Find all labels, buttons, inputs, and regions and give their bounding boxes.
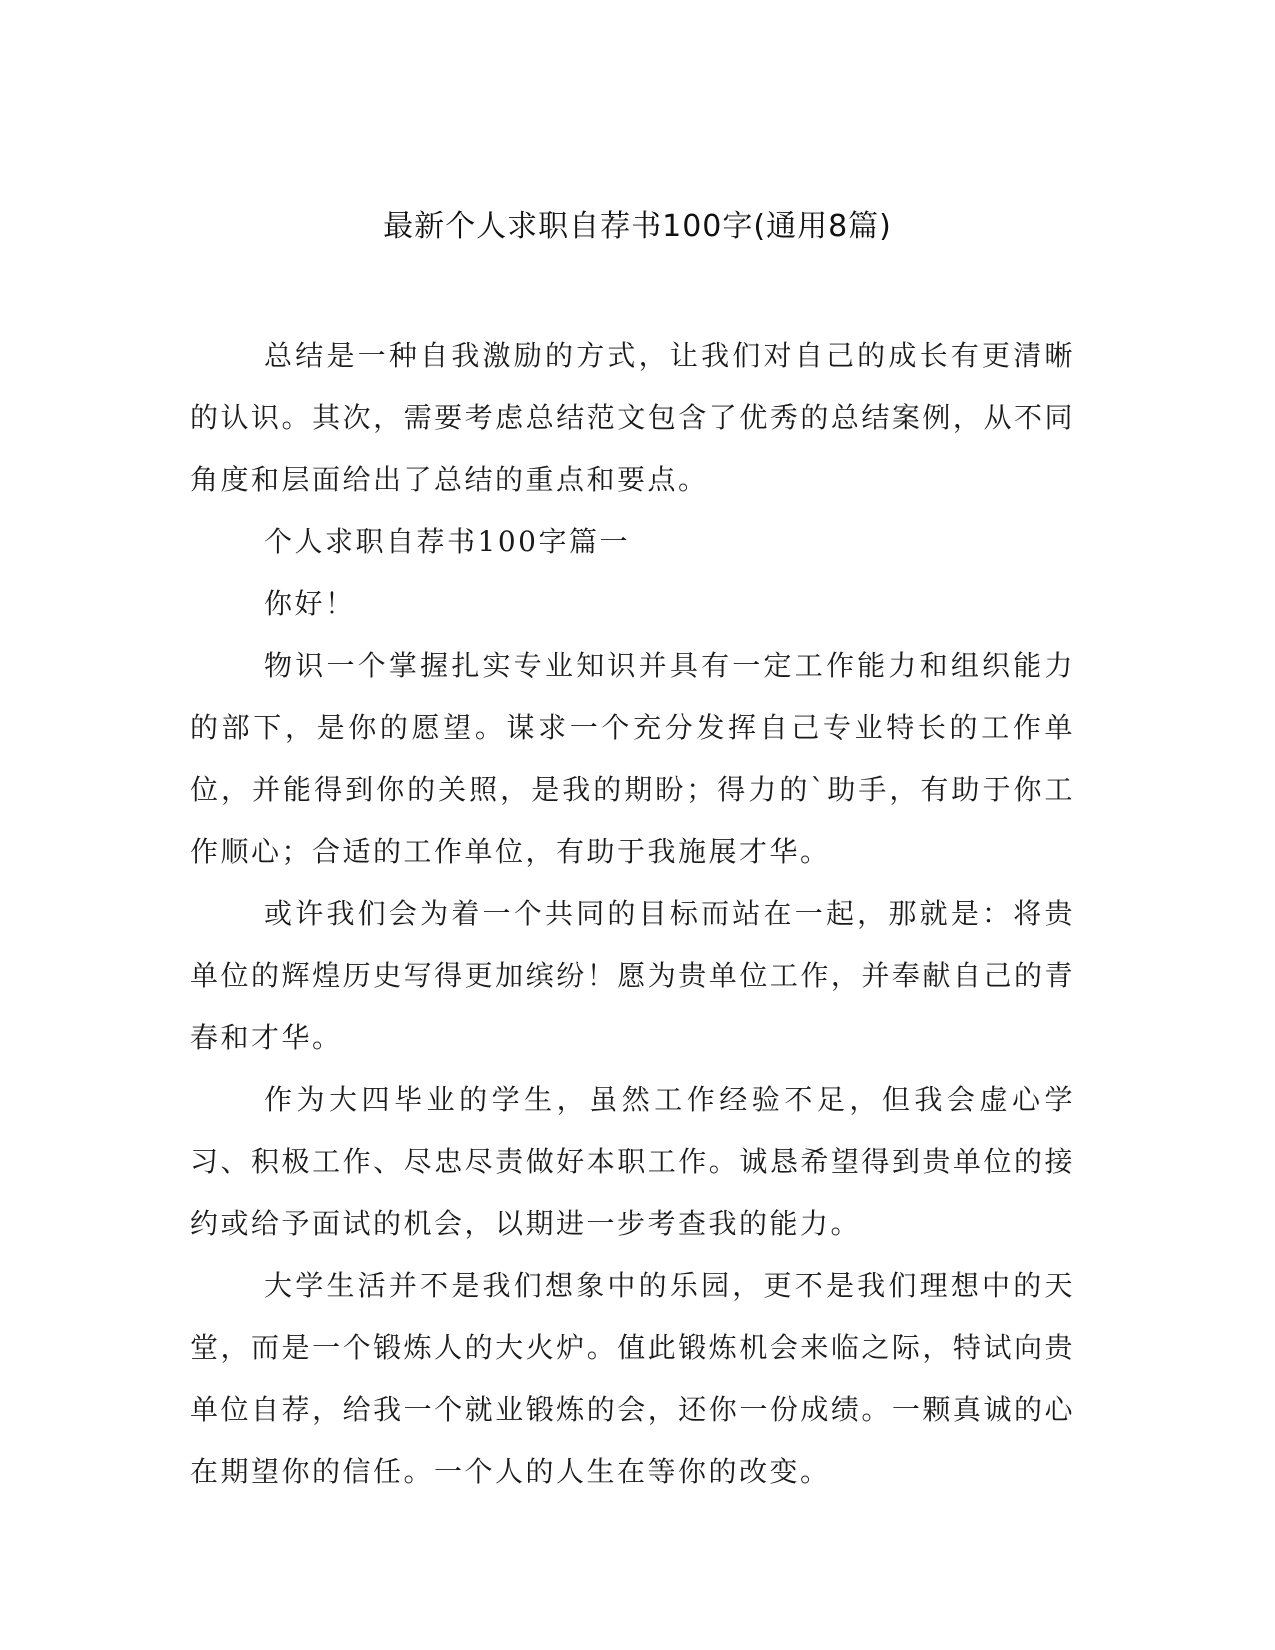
document-title: 最新个人求职自荐书100字(通用8篇) [383,209,892,244]
greeting-paragraph: 你好！ [264,587,356,620]
body-paragraph: 物识一个掌握扎实专业知识并具有一定工作能力和组织能力的部下，是你的愿望。谋求一个充分发挥自己专业特长的工作单位，并能得到你的关照，是我的期盼；得力的`助手，有助于你工作顺心；合适的工作单位，有助于我施展才华。 [190,649,1075,868]
intro-paragraph: 总结是一种自我激励的方式，让我们对自己的成长有更清晰的认识。其次，需要考虑总结范文包含了优秀的总结案例，从不同角度和层面给出了总结的重点和要点。 [190,339,1075,496]
section-heading: 个人求职自荐书100字篇一 [264,525,630,558]
document-body [190,325,1075,1503]
body-paragraph: 作为大四毕业的学生，虽然工作经验不足，但我会虚心学习、积极工作、尽忠尽责做好本职工作。诚恳希望得到贵单位的接约或给予面试的机会，以期进一步考查我的能力。 [190,1083,1075,1240]
body-paragraph: 大学生活并不是我们想象中的乐园，更不是我们理想中的天堂，而是一个锻炼人的大火炉。值此锻炼机会来临之际，特试向贵单位自荐，给我一个就业锻炼的会，还你一份成绩。一颗真诚的心在期望你的信任。一个人的人生在等你的改变。 [190,1269,1075,1488]
body-paragraph: 或许我们会为着一个共同的目标而站在一起，那就是：将贵单位的辉煌历史写得更加缤纷！愿为贵单位工作，并奉献自己的青春和才华。 [190,897,1075,1054]
